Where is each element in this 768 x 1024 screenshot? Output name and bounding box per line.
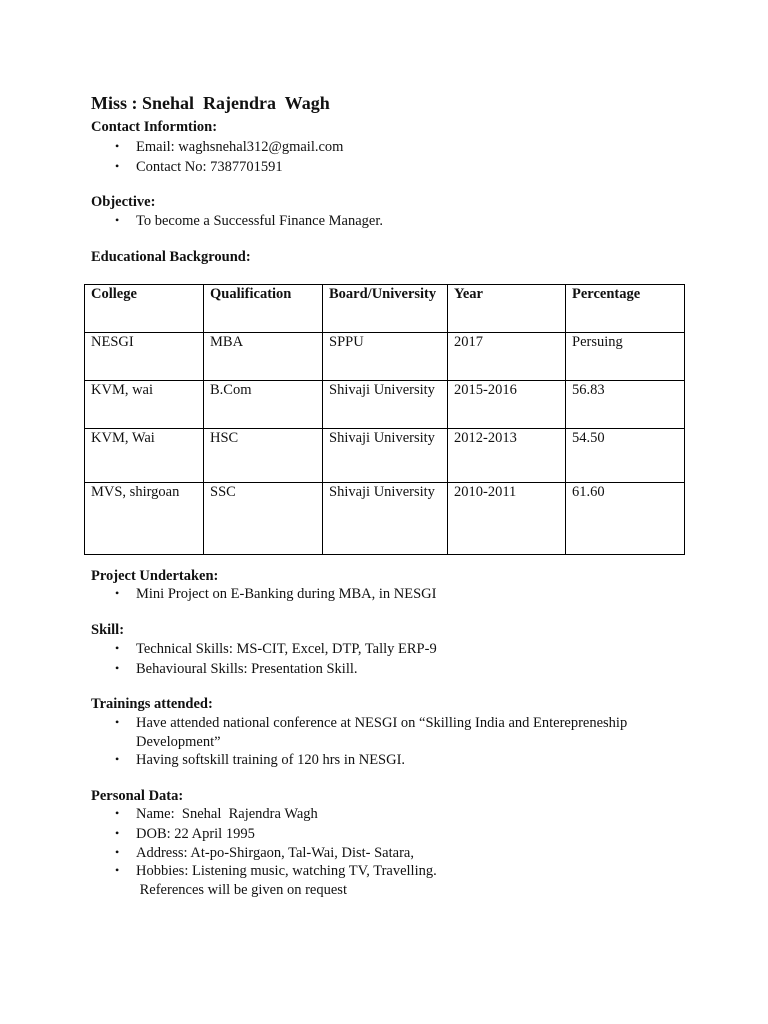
table-cell: SPPU [323, 333, 448, 381]
skill-heading: Skill: [91, 622, 125, 638]
personal-item [115, 826, 255, 843]
table-row [85, 381, 685, 429]
table-cell: 61.60 [566, 483, 685, 555]
personal-address: Address: At-po-Shirgaon, Tal-Wai, Dist- Satara, [136, 845, 414, 861]
table-cell: Shivaji University [323, 381, 448, 429]
contact-heading: Contact Informtion: [91, 119, 218, 135]
column-header-year: Year [448, 285, 566, 333]
training-text: Have attended national conference at NESGI on “Skilling India and Enterepreneship [136, 715, 628, 731]
contact-phone: Contact No: 7387701591 [136, 159, 283, 175]
column-header-board: Board/University [323, 285, 448, 333]
bullet-icon: • [115, 139, 120, 153]
bullet-icon: • [115, 752, 120, 766]
table-cell: Shivaji University [323, 483, 448, 555]
table-cell: SSC [204, 483, 323, 555]
table-cell: 2017 [448, 333, 566, 381]
personal-item [115, 806, 318, 823]
table-header-row [85, 285, 685, 333]
project-heading: Project Undertaken: [91, 568, 219, 584]
table-cell: KVM, wai [85, 381, 204, 429]
table-row [85, 333, 685, 381]
column-header-college: College [85, 285, 204, 333]
table-cell: 2015-2016 [448, 381, 566, 429]
table-cell: 54.50 [566, 429, 685, 483]
skill-item [115, 661, 358, 678]
table-cell: HSC [204, 429, 323, 483]
bullet-icon: • [115, 586, 120, 600]
table-cell: MBA [204, 333, 323, 381]
bullet-icon: • [115, 863, 120, 877]
objective-item [115, 213, 383, 230]
education-table [84, 284, 685, 555]
column-header-qualification: Qualification [204, 285, 323, 333]
bullet-icon: • [115, 641, 120, 655]
resume-title: Miss : Snehal Rajendra Wagh [91, 93, 330, 113]
project-text: Mini Project on E-Banking during MBA, in NESGI [136, 586, 437, 602]
objective-text: To become a Successful Finance Manager. [136, 213, 384, 229]
references-note: References will be given on request [136, 882, 347, 898]
bullet-icon: • [115, 715, 120, 729]
table-row [85, 429, 685, 483]
skill-text: Technical Skills: MS-CIT, Excel, DTP, Tally ERP-9 [136, 641, 437, 657]
education-heading: Educational Background: [91, 249, 251, 265]
bullet-icon: • [115, 826, 120, 840]
table-row [85, 483, 685, 555]
personal-item [115, 863, 437, 880]
personal-item [115, 845, 414, 862]
table-cell: 56.83 [566, 381, 685, 429]
training-text-continuation: Development” [136, 734, 221, 750]
table-cell: Persuing [566, 333, 685, 381]
table-cell: 2012-2013 [448, 429, 566, 483]
training-item [115, 752, 405, 769]
bullet-icon: • [115, 159, 120, 173]
training-item [115, 715, 627, 732]
table-cell: B.Com [204, 381, 323, 429]
skill-text: Behavioural Skills: Presentation Skill. [136, 661, 358, 677]
personal-dob: DOB: 22 April 1995 [136, 826, 255, 842]
bullet-icon: • [115, 845, 120, 859]
contact-phone-item [115, 159, 283, 176]
bullet-icon: • [115, 213, 120, 227]
project-item [115, 586, 436, 603]
training-text: Having softskill training of 120 hrs in NESGI. [136, 752, 406, 768]
personal-heading: Personal Data: [91, 788, 184, 804]
contact-email-item [115, 139, 343, 156]
table-cell: Shivaji University [323, 429, 448, 483]
personal-hobbies: Hobbies: Listening music, watching TV, Travelling. [136, 863, 437, 879]
personal-name: Name: Snehal Rajendra Wagh [136, 806, 318, 822]
table-cell: MVS, shirgoan [85, 483, 204, 555]
contact-email: Email: waghsnehal312@gmail.com [136, 139, 344, 155]
table-cell: 2010-2011 [448, 483, 566, 555]
bullet-icon: • [115, 661, 120, 675]
objective-heading: Objective: [91, 194, 156, 210]
skill-item [115, 641, 437, 658]
column-header-percentage: Percentage [566, 285, 685, 333]
bullet-icon: • [115, 806, 120, 820]
trainings-heading: Trainings attended: [91, 696, 213, 712]
table-cell: KVM, Wai [85, 429, 204, 483]
table-cell: NESGI [85, 333, 204, 381]
